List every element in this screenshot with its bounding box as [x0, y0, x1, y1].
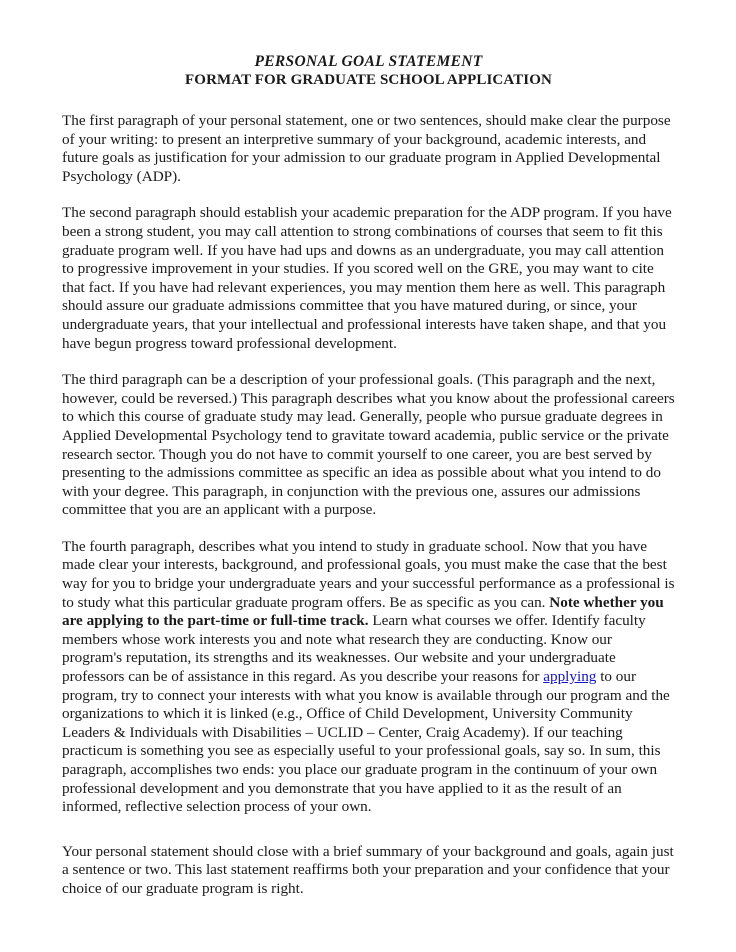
paragraph-one: The first paragraph of your personal statement, one or two sentences, should make clear the purpose of your writing: to present an interpretive summary of your background, academic interests, and future goals as justification for your admission to our graduate program in Applied Developmental Psychology (ADP). [62, 112, 671, 185]
paragraph-four-emphasis: Note whether you are applying to the part-time or full-time track. [62, 593, 664, 630]
paragraph-two: The second paragraph should establish your academic preparation for the ADP program. If you have been a strong student, you may call attention to strong combinations of courses that seem to fit this graduate program well. If you have had ups and downs as an undergraduate, you may call attention to progressive improvement in your studies. If you scored well on the GRE, you may want to cite that fact. If you have had relevant experiences, you may mention them here as well. This paragraph should assure our graduate admissions committee that you have matured during, or since, your undergraduate years, that your intellectual and professional interests have taken shape, and that you have begun progress toward professional development. [62, 204, 672, 352]
applying-link[interactable]: applying [543, 668, 597, 686]
paragraph-four-segment-two: Learn what courses we offer. Identify faculty members whose work interests you and note what research they are conducting. Know our program's reputation, its strengths and its weaknesses. Our website and your undergraduate professors can be of assistance in this regard. As you describe your reasons for [62, 612, 646, 686]
paragraph-spacer [62, 835, 675, 843]
paragraph-five: Your personal statement should close with a brief summary of your background and goals, again just a sentence or two. This last statement reaffirms both your preparation and your confidence that your choice of our graduate program is right. [62, 842, 674, 897]
document-body [62, 112, 675, 899]
document-header [62, 52, 675, 90]
paragraph-three: The third paragraph can be a description of your professional goals. (This paragraph and the next, however, could be reversed.) This paragraph describes what you know about the professional careers to which this course of graduate study may lead. Generally, people who pursue graduate degrees in Applied Developmental Psychology tend to gravitate toward academia, public service or the private research sector. Though you do not have to commit yourself to one career, you are best served by presenting to the admissions committee as specific an idea as possible about what you intend to do with your degree. This paragraph, in conjunction with the previous one, assures our admissions committee that you are an applicant with a purpose. [62, 371, 675, 519]
paragraph-four-segment-one: The fourth paragraph, describes what you intend to study in graduate school. Now that you have made clear your interests, background, and professional goals, you must make the case that the best way for you to bridge your undergraduate years and your successful performance as a professional is to study what this particular graduate program offers. Be as specific as you can. [62, 537, 675, 611]
paragraph-four [62, 538, 675, 817]
paragraph-four-segment-three: to our program, try to connect your interests with what you know is available through our program and the organizations to which it is linked (e.g., Office of Child Development, University Community Leaders & Individuals with Disabilities – UCLID – Center, Craig Academy). If our teaching practicum is something you see as especially useful to your professional goals, say so. In sum, this paragraph, accomplishes two ends: you place our graduate program in the continuum of your own professional development and you demonstrate that you have applied to it as the result of an informed, reflective selection process of your own. [62, 668, 670, 816]
document-title-primary: PERSONAL GOAL STATEMENT [254, 53, 483, 70]
document-title-secondary: FORMAT FOR GRADUATE SCHOOL APPLICATION [185, 72, 552, 88]
